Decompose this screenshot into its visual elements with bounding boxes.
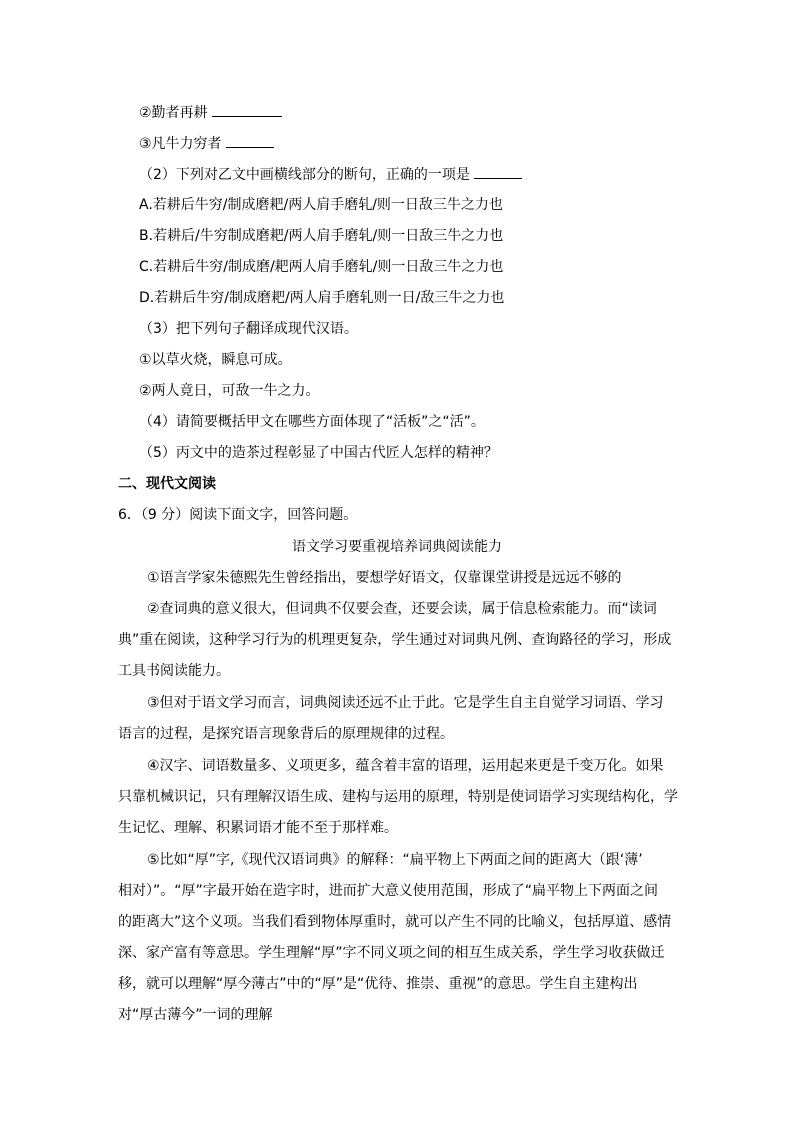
question-3-item-1: ①以草火烧，瞬息可成。 bbox=[139, 352, 292, 368]
answer-blank[interactable] bbox=[212, 102, 282, 117]
paragraph-1: ①语言学家朱德熙先生曾经指出，要想学好语文，仅靠课堂讲授是远远不够的 bbox=[147, 570, 622, 586]
answer-blank[interactable] bbox=[474, 164, 522, 179]
paragraph-2-line-3: 工具书阅读能力。 bbox=[118, 663, 230, 679]
paragraph-4-line-1: ④汉字、词语数量多、义项更多，蕴含着丰富的语理，运用起来更是千变万化。如果 bbox=[147, 758, 664, 774]
question-1-item-3: ③凡牛力穷者 bbox=[139, 133, 274, 154]
option-c: C.若耕后牛穷/制成磨/耙两人肩手磨轧/则一日敌三牛之力也 bbox=[139, 259, 504, 275]
option-a: A.若耕后牛穷/制成磨耙/两人肩手磨轧/则一日敌三牛之力也 bbox=[139, 197, 503, 213]
question-3-item-2: ②两人竟日，可敌一牛之力。 bbox=[139, 383, 320, 399]
paragraph-3-line-1: ③但对于语文学习而言，词典阅读还远不止于此。它是学生自主自觉学习词语、学习 bbox=[147, 695, 664, 711]
question-1-item-2: ②勤者再耕 bbox=[139, 102, 282, 123]
paragraph-5-line-5: 移，就可以理解“厚今薄古”中的“厚”是“优待、推崇、重视”的意思。学生自主建构出 bbox=[118, 976, 638, 992]
question-4-prompt: （4）请简要概括甲文在哪些方面体现了“活板”之“活”。 bbox=[139, 414, 485, 430]
option-d: D.若耕后牛穷/制成磨耙/两人肩手磨轧则一日/敌三牛之力也 bbox=[139, 290, 505, 306]
paragraph-4-line-2: 只靠机械识记，只有理解汉语生成、建构与运用的原理，特别是使词语学习实现结构化，学 bbox=[118, 789, 678, 805]
question-6-prompt: 6．（9 分）阅读下面文字，回答问题。 bbox=[118, 507, 358, 523]
paragraph-2-line-2: 典”重在阅读，这种学习行为的机理更复杂，学生通过对词典凡例、查询路径的学习，形成 bbox=[118, 632, 672, 648]
paragraph-5-line-2: 相对）”。“厚”字最开始在造字时，进而扩大意义使用范围，形成了“扁平物上下两面之间 bbox=[118, 883, 659, 899]
question-3-prompt: （3）把下列句子翻译成现代汉语。 bbox=[139, 321, 358, 337]
option-b: B.若耕后/牛穷制成磨耙/两人肩手磨轧/则一日敌三牛之力也 bbox=[139, 228, 504, 244]
paragraph-5-line-3: 的距离大”这个义项。当我们看到物体厚重时，就可以产生不同的比喻义，包括厚道、感情 bbox=[118, 914, 672, 930]
question-5-prompt: （5）丙文中的造茶过程彰显了中国古代匠人怎样的精神？ bbox=[139, 445, 498, 461]
paragraph-5-line-4: 深、家产富有等意思。学生理解“厚”字不同义项之间的相互生成关系，学生学习收获做迁 bbox=[118, 945, 665, 961]
paragraph-4-line-3: 生记忆、理解、积累词语才能不至于那样难。 bbox=[118, 820, 398, 836]
section-heading: 二、现代文阅读 bbox=[118, 476, 216, 492]
article-title: 语文学习要重视培养词典阅读能力 bbox=[292, 539, 502, 555]
paragraph-3-line-2: 语言的过程，是探究语言现象背后的原理规律的过程。 bbox=[118, 726, 454, 742]
question-2-prompt: （2）下列对乙文中画横线部分的断句，正确的一项是 bbox=[139, 164, 522, 185]
paragraph-2-line-1: ②查词典的意义很大，但词典不仅要会查，还要会读，属于信息检索能力。而“读词 bbox=[147, 601, 657, 617]
paragraph-5-line-6: 对“厚古薄今”一词的理解 bbox=[118, 1007, 273, 1023]
paragraph-5-line-1: ⑤比如“厚”字,《现代汉语词典》的解释：“扁平物上下两面之间的距离大（跟‘薄’ bbox=[147, 852, 643, 868]
answer-blank[interactable] bbox=[226, 133, 274, 148]
